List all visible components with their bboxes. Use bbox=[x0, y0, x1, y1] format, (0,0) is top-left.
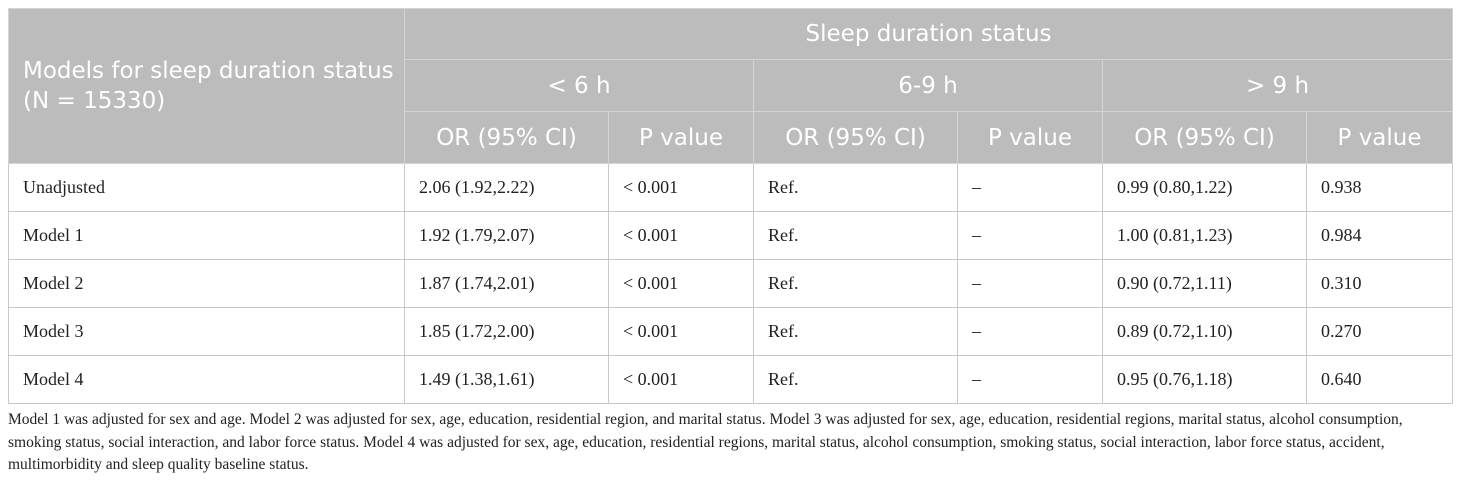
table-row bbox=[9, 212, 1453, 260]
sub-header-or: OR (95% CI) bbox=[1103, 112, 1307, 164]
table-cell: 0.984 bbox=[1307, 212, 1453, 260]
table-row bbox=[9, 308, 1453, 356]
table-cell: < 0.001 bbox=[609, 356, 754, 404]
group-header-lt6: < 6 h bbox=[405, 60, 754, 112]
group-header-6to9: 6-9 h bbox=[754, 60, 1103, 112]
table-cell: 0.938 bbox=[1307, 164, 1453, 212]
table-cell: 1.00 (0.81,1.23) bbox=[1103, 212, 1307, 260]
top-header: Sleep duration status bbox=[405, 9, 1453, 60]
table-cell: 1.87 (1.74,2.01) bbox=[405, 260, 609, 308]
sub-header-p: P value bbox=[609, 112, 754, 164]
table-cell: – bbox=[958, 260, 1103, 308]
table-cell: Ref. bbox=[754, 164, 958, 212]
table-cell: 2.06 (1.92,2.22) bbox=[405, 164, 609, 212]
table-cell: 0.640 bbox=[1307, 356, 1453, 404]
table-cell: Ref. bbox=[754, 260, 958, 308]
table-cell: 0.95 (0.76,1.18) bbox=[1103, 356, 1307, 404]
table-cell: 1.49 (1.38,1.61) bbox=[405, 356, 609, 404]
table-cell: 0.99 (0.80,1.22) bbox=[1103, 164, 1307, 212]
table-cell: < 0.001 bbox=[609, 260, 754, 308]
row-label: Model 4 bbox=[9, 356, 405, 404]
row-label: Unadjusted bbox=[9, 164, 405, 212]
row-label: Model 3 bbox=[9, 308, 405, 356]
table-cell: 0.89 (0.72,1.10) bbox=[1103, 308, 1307, 356]
table-cell: 0.310 bbox=[1307, 260, 1453, 308]
table-row bbox=[9, 260, 1453, 308]
table-cell: – bbox=[958, 212, 1103, 260]
table-cell: 1.92 (1.79,2.07) bbox=[405, 212, 609, 260]
row-label: Model 1 bbox=[9, 212, 405, 260]
table-cell: Ref. bbox=[754, 356, 958, 404]
corner-header: Models for sleep duration status (N = 15330) bbox=[9, 9, 405, 164]
table-cell: 0.270 bbox=[1307, 308, 1453, 356]
table-cell: < 0.001 bbox=[609, 308, 754, 356]
results-table-container bbox=[8, 8, 1452, 477]
table-cell: – bbox=[958, 356, 1103, 404]
row-label: Model 2 bbox=[9, 260, 405, 308]
table-cell: – bbox=[958, 164, 1103, 212]
sub-header-or: OR (95% CI) bbox=[754, 112, 958, 164]
sub-header-p: P value bbox=[1307, 112, 1453, 164]
table-cell: Ref. bbox=[754, 212, 958, 260]
table-cell: 1.85 (1.72,2.00) bbox=[405, 308, 609, 356]
table-cell: Ref. bbox=[754, 308, 958, 356]
sub-header-or: OR (95% CI) bbox=[405, 112, 609, 164]
table-row bbox=[9, 356, 1453, 404]
group-header-gt9: > 9 h bbox=[1103, 60, 1453, 112]
results-table bbox=[8, 8, 1453, 404]
table-cell: < 0.001 bbox=[609, 212, 754, 260]
table-cell: < 0.001 bbox=[609, 164, 754, 212]
table-row bbox=[9, 164, 1453, 212]
table-footnote: Model 1 was adjusted for sex and age. Model 2 was adjusted for sex, age, education, residential region, and marital status. Model 3 was adjusted for sex, age, education, residential regions, marital status, alcohol consumption, smoking status, social interaction, and labor force status. Model 4 was adjusted for sex, age, education, residential regions, marital status, alcohol consumption, smoking status, social interaction, labor force status, accident, multimorbidity and sleep quality baseline status. bbox=[8, 411, 1403, 473]
sub-header-p: P value bbox=[958, 112, 1103, 164]
table-cell: 0.90 (0.72,1.11) bbox=[1103, 260, 1307, 308]
table-cell: – bbox=[958, 308, 1103, 356]
